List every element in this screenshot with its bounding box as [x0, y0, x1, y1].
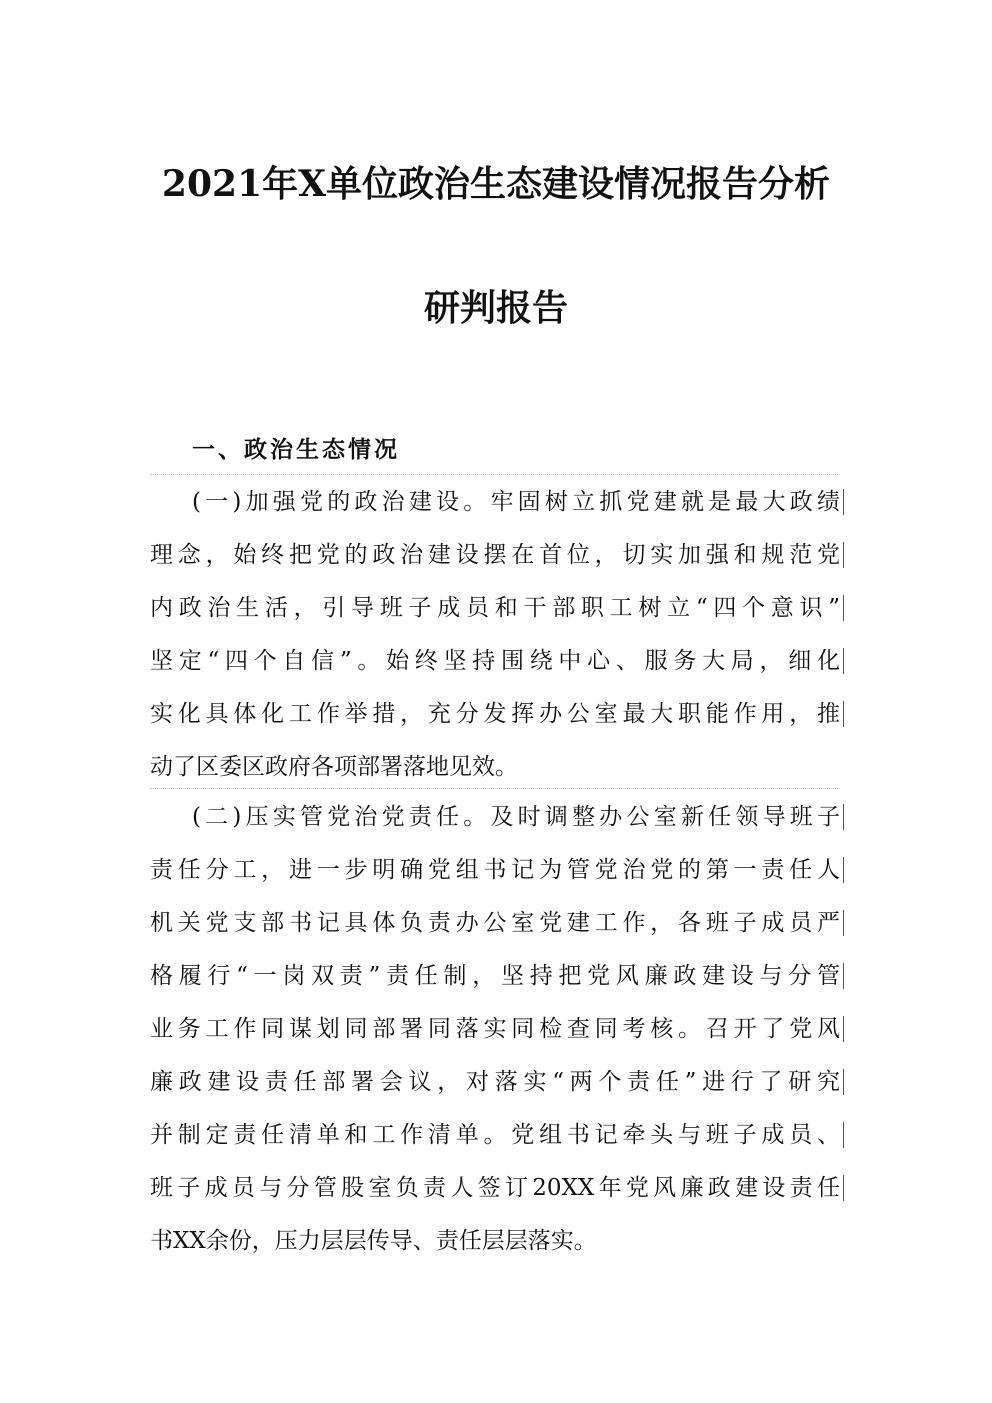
paragraph-1-line-1: (一)加强党的政治建设。牢固树立抓党建就是最大政绩: [192, 489, 840, 515]
margin-mark: [843, 1016, 844, 1042]
paragraph-2-line-6: 廉政建设责任部署会议，对落实“两个责任”进行了研究: [150, 1069, 840, 1095]
paragraph-1-line-2: 理念，始终把党的政治建设摆在首位，切实加强和规范党: [150, 542, 840, 568]
paragraph-2-line-9: 书XX余份，压力层层传导、责任层层落实。: [150, 1228, 597, 1254]
paragraph-2-line-3: 机关党支部书记具体负责办公室党建工作，各班子成员严: [150, 910, 840, 936]
margin-mark: [843, 804, 844, 830]
margin-mark: [843, 489, 844, 515]
paragraph-1-line-3: 内政治生活，引导班子成员和干部职工树立“四个意识”: [150, 595, 840, 621]
margin-mark: [843, 963, 844, 989]
paragraph-1-line-6: 动了区委区政府各项部署落地见效。: [150, 754, 518, 780]
paragraph-2-line-8: 班子成员与分管股室负责人签订20XX年党风廉政建设责任: [150, 1175, 840, 1201]
margin-mark: [843, 1122, 844, 1148]
paragraph-2-line-2: 责任分工，进一步明确党组书记为管党治党的第一责任人: [150, 857, 840, 883]
section-heading: 一、政治生态情况: [192, 437, 400, 463]
paragraph-2-line-5: 业务工作同谋划同部署同落实同检查同考核。召开了党风: [150, 1016, 840, 1042]
paragraph-1-line-4: 坚定“四个自信”。始终坚持围绕中心、服务大局，细化: [150, 648, 840, 674]
margin-mark: [843, 910, 844, 936]
margin-mark: [843, 857, 844, 883]
paragraph-2-line-4: 格履行“一岗双责”责任制，坚持把党风廉政建设与分管: [150, 963, 840, 989]
margin-mark: [843, 1175, 844, 1201]
margin-mark: [843, 595, 844, 621]
paragraph-guide-line: [150, 474, 840, 475]
document-title-line-1: 2021年X单位政治生态建设情况报告分析: [161, 163, 831, 205]
document-title-line-2: 研判报告: [423, 287, 568, 329]
paragraph-2-line-7: 并制定责任清单和工作清单。党组书记牵头与班子成员、: [150, 1122, 840, 1148]
margin-mark: [843, 701, 844, 727]
paragraph-1-line-5: 实化具体化工作举措，充分发挥办公室最大职能作用，推: [150, 701, 840, 727]
margin-mark: [843, 648, 844, 674]
margin-mark: [843, 542, 844, 568]
paragraph-2-line-1: (二)压实管党治党责任。及时调整办公室新任领导班子: [192, 804, 840, 830]
margin-mark: [843, 1069, 844, 1095]
paragraph-guide-line: [150, 788, 840, 789]
